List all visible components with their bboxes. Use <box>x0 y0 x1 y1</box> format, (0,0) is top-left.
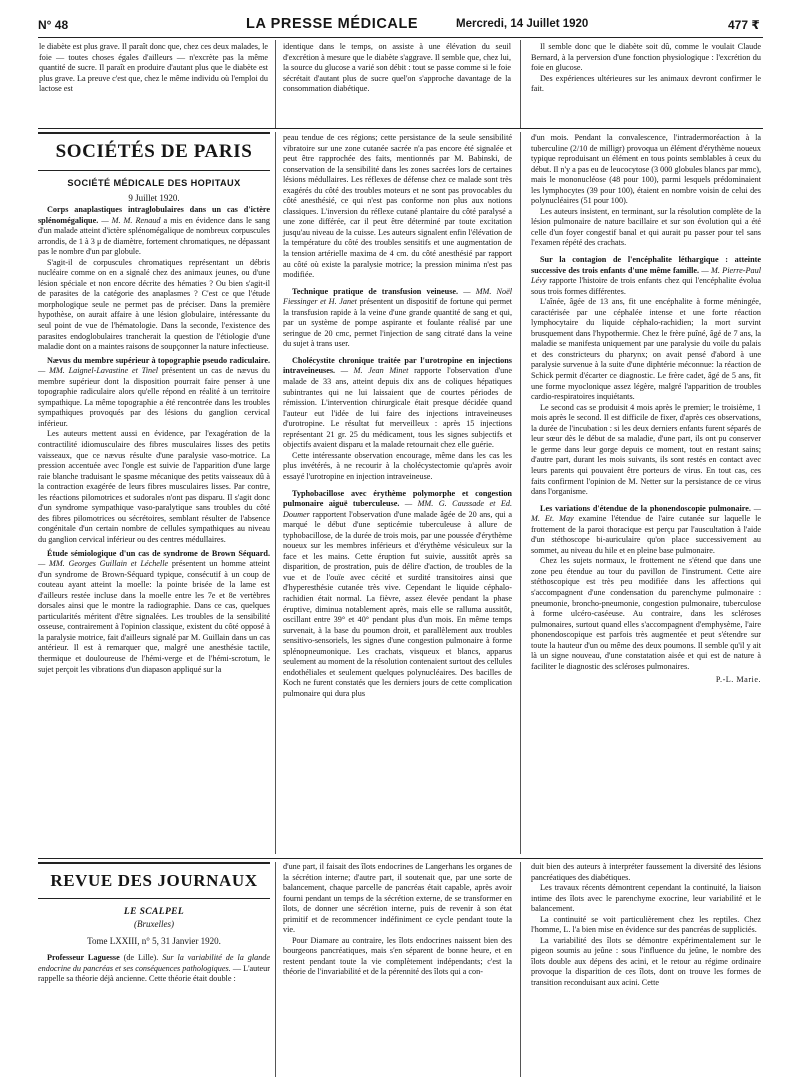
article-naevus <box>38 356 270 546</box>
paragraph: le diabète est plus grave. Il paraît donc que, chez ces deux malades, le foie — toutes choses égales d'ailleurs — n'excrète pas la même quantité de sucre. Il paraît en produire d'autant plus que le diabète est plus grave. La preuve c'est que, chez le même individu où l'emploi du lactose est <box>39 42 268 94</box>
paragraph: Des expériences ultérieures sur les animaux devront confirmer le fait. <box>531 73 761 94</box>
society-name: SOCIÉTÉ MÉDICALE DES HOPITAUX <box>67 178 241 188</box>
article-author-place: (de Lille). <box>123 953 159 962</box>
article-title: Sur la contagion de l'encéphalite léthargique : atteinte successive des trois enfants d'une même famille. <box>531 255 761 275</box>
session-date: 9 Juillet 1920. <box>128 193 180 203</box>
page-number: 477 ₹ <box>728 18 760 32</box>
article-authors: — MM. G. Caussade et Ed. Doumer <box>283 499 512 519</box>
paragraph: La variabilité des îlots se démontre expérimentalement sur le pigeon soumis au jeûne : sous l'influence du jeûne, le nombre des îlots double aux dépens des acini, et le retour au régime ordinaire provoque la disparition de ces îlots, dont on trouve les formes de transition reconduisant aux acini. Cette <box>531 935 761 988</box>
column-rule <box>275 862 276 1077</box>
paragraph: Chez les sujets normaux, le frottement ne s'étend que dans une zone peu étendue au tour du pavillon de l'instrument. Cette aire stéthoscopique est très peu modifiée dans les affections qui s'accompagnent d'une condensation du parenchyme pulmonaire : pneumonie, broncho-pneumonie, congestion pulmonaire, tuberculose à forme ulcéro-caséeuse. Au contraire, dans les scléroses pulmonaires, surtout quand elles s'accompagnent d'emphysème, l'aire phonendoscopique est parfois très augmentée et peut s'étendre sur toute la hauteur d'un ou même des deux poumons. Il semble qu'il y ait là un signe nouveau, d'une constatation aisée et qui est de nature à faciliter le diagnostic des scléroses pulmonaires. <box>531 556 761 671</box>
title-rule <box>38 132 270 134</box>
running-header <box>38 16 763 36</box>
article-authors: — M. Pierre-Paul Lévy <box>531 265 761 286</box>
article-author: Professeur Laguesse <box>47 953 120 962</box>
column-rule <box>520 862 521 1077</box>
paragraph: identique dans le temps, on assiste à une élévation du seuil d'excrétion à mesure que le diabète s'aggrave. Il semble que, chez lui, la source du glucose a varié son débit : tout se passe comme si le foie sécrétait d'autant plus de sucre quel'on s'approche davantage de la consommation diabétique. <box>283 42 511 94</box>
article-cholecystite <box>283 356 512 483</box>
paragraph: L'aînée, âgée de 13 ans, fit une encéphalite à forme méningée, caractérisée par une céphalée intense et une forte réaction lymphocytaire du liquide céphalo-rachidien; la mort survint brusquement dans l'hypothermie. Chez le frère puîné, âgé de 7 ans, la maladie se manifesta uniquement par une paralysie du voile du palais et des constricteurs du pharynx; on avait pensé d'abord à une paralysie survenue à la suite d'une diphtérie méconnue: la réaction de Schick permit d'écarter ce diagnostic. Le frère cadet, âgé de 5 ans, fit une forme myoclonique assez légère, malgré l'apparition de troubles cardio-respiratoires inquiétants. <box>531 297 761 402</box>
title-rule <box>38 898 270 900</box>
article-authors: — M. Jean Minet <box>340 366 409 376</box>
journal-name: LE SCALPEL <box>123 907 185 917</box>
article-brown-sequard <box>38 549 270 676</box>
paragraph: peau tendue de ces régions; cette persistance de la seule sensibilité vibratoire sur une zone cutanée sacrée n'a pas encore été signalée et peut être rapprochée des faits, mentionnés par M. Babinski, de conservation de la sensibilité dans les zones sacrées lors de certaines lésions médullaires. Les réflexes de défense chez ce malade sont très exagérés du côté des troubles moteurs et ne sont pas provocables du côté anesthésié, ce qui n'est pas conforme non plus aux notions classiques. L'inversion du réflexe cutané plantaire du côté paralysé a une zone différée, car il peut être déterminé par toute excitation jusqu'au niveau de la cuisse. Les auteurs signalent enfin l'élévation de la température du côté des troubles sensitifs et une augmentation de la tension artérielle maxima de 4 cm. du côté anesthésié par rapport au côté où existe la paralysie motrice; la pression minima n'est pas modifiée. <box>283 133 512 280</box>
paragraph: Les auteurs mettent aussi en évidence, par l'exagération de la contractilité idiomusculaire des fibres musculaires lisses des petits vaisseaux, que ce nævus résulte d'une paralysie vaso-motrice. La pression accentuée avec l'ongle est suivie de l'apparition d'une large raie blanche traduisant le spasme mécanique des petits vaisseaux dû à la contraction exagérée de leurs fibres musculaires lisses. Par contre, les réactions pilomotrices et sudorales n'ont pas disparu. Il s'agit donc d'un syndrome sympathique vaso-paralytique sans troubles du côté des fibres pilomotrices ou sécrétoires, semblant résulter de l'absence congénitale d'un certain nombre de cellules sympathiques au niveau du ganglion cervical inférieur ou des centres médullaires. <box>38 429 270 544</box>
article-authors: — M. Et. May <box>531 503 761 524</box>
article-body: rapportent l'observation d'une malade âgée de 20 ans, qui a marqué le début d'une septicémie tuberculeuse à allure de typhobacillose, de la durée de trois mois, par une poussée d'érythème noueux sur les membres inférieurs et d'érythème vésiculeux sur la face et les mains. Cette éruption fut suivie, aussitôt après sa disparition, de prostration, puis de délire d'action, de troubles de la vue et de l'ouïe avec cécité et surdité transitoires ainsi que d'hyperesthésie cutanée très vive. Cependant le liquide céphalo-rachidien était normal. La fièvre, assez élevée pendant la phase éruptive, diminua notablement après, mais elle se ralluma aussitôt, oscillant entre 39° et 40° pendant plus d'un mois. En même temps survenait, à la base du poumon droit, et parallèlement aux troubles sensitivo-sensoriels, les signes d'une congestion pulmonaire à forme splénopneumonique. Les crachats, visqueux et blancs, apparus seulement au moment de la résolution contenaient surtout des cellules endothéliales et seulement quelques polynucléaires. Des bacilles de Koch ne furent constatés que les derniers jours de cette complication pulmonaire qui dura plus <box>283 509 513 698</box>
title-rule <box>38 170 270 172</box>
issue-number: N° 48 <box>38 18 69 32</box>
article-title: Sur la variabilité de la glande endocrine du pancréas et ses conséquences pathologiques. <box>38 953 271 973</box>
article-anaplasmes <box>38 205 270 353</box>
article-transfusion <box>283 287 512 350</box>
column-rule <box>520 40 521 128</box>
paragraph: S'agit-il de corpuscules chromatiques représentant un débris nucléaire comme on en a signalé chez des animaux jeunes, ou d'une lésion spéciale et non encore décrite des hématies ? Ou bien s'agit-il de parasites de la catégorie des anaplasmes ? C'est ce que l'étude morphologique seule ne permet pas de préciser. Dans la première hypothèse, on aurait affaire à une lésion globulaire, intéressante du seul point de vue de l'hématologie. Dans la seconde, l'existence des parasites endoglobulaires trancherait la question de l'étiologie d'une maladie dont on a maintes raisons de soupçonner la nature infectieuse. <box>38 257 270 352</box>
article-laguesse <box>38 953 270 985</box>
paragraph: Les travaux récents démontrent cependant la continuité, la liaison intime des îlots avec le parenchyme exocrine, leur variabilité et le balancement. <box>531 883 761 914</box>
article-body: présentent un dispositif de fortune qui permet la transfusion rapide à la veine d'une grande quantité de sang et qui, par un système de pompe aspirante et foulante réalisé par une seringue de 20 cmc, permet l'injection de sang citraté dans la veine du sujet à trans user. <box>283 297 512 349</box>
paragraph: d'une part, il faisait des îlots endocrines de Langerhans les organes de la sécrétion interne; d'autre part, il soutenait que, par une sorte de balancement, chaque parcelle de pancréas était capable, après avoir fourni pendant un temps de la sécrétion externe, de se transformer en îlots, de donner une sécrétion interne, puis de revenir à son état primitif et de recommencer indéfiniment ce cycle pendant toute la vie. <box>283 862 512 935</box>
paragraph: Il semble donc que le diabète soit dû, comme le voulait Claude Bernard, à la perversion d'une fonction physiologique : l'excrétion du foie en glucose. <box>531 42 761 73</box>
column-rule <box>275 40 276 128</box>
paragraph: Cette intéressante observation encourage, même dans les cas les plus invétérés, à ne recourir à la cholécystectomie qu'après avoir essayé l'urotropine en injection intraveineuse. <box>283 450 512 481</box>
article-title: Étude sémiologique d'un cas de syndrome de Brown Séquard. <box>47 548 270 558</box>
article-title: Typhobacillose avec érythème polymorphe et congestion pulmonaire aiguë tuberculeuse. <box>283 488 512 509</box>
article-authors: — MM. Laignel-Lavastine et Tinel <box>38 366 159 376</box>
section-title: REVUE DES JOURNAUX <box>50 870 258 890</box>
section-rule <box>38 128 763 129</box>
revue-column-2 <box>283 862 512 978</box>
paragraph: Pour Diamare au contraire, les îlots endocrines naissent bien des bourgeons pancréatiques, mais s'en séparent de bonne heure, et en restent pendant toute la vie complètement indépendants; c'est la théorie de l'invariabilité et de la pérennité des îlots qui a con- <box>283 935 512 977</box>
paragraph: Le second cas se produisit 4 mois après le premier; le troisième, 1 mois après le second. Il est difficile de fixer, d'après ces observations, la durée de l'incubation : si les deux derniers enfants furent séparés de leur sœur dès le début de sa maladie, d'une part, ils ont pu conserver le germe dans leur gorge depuis ce moment, tout en restant sains; d'autre part, durant les mois suivants, ils sont restés en contact avec leurs parents qui pouvaient être porteurs de virus. En tout cas, ces faits confirment l'opinion de M. Netter sur la persistance de ce virus dans l'organisme. <box>531 402 761 497</box>
paragraph: duit bien des auteurs à interpréter faussement la diversité des lésions pancréatiques des diabétiques. <box>531 862 761 882</box>
column-rule <box>275 132 276 854</box>
top-col-3 <box>531 42 761 95</box>
article-body: rapporte l'observation d'une malade de 33 ans, atteint depuis dix ans de coliques hépatiques subintrantes qui ne lui laissaient que de courtes périodes de rémission. L'intervention chirurgicale était presque décidée quand l'auteur eut l'idée de lui faire des injections intraveineuses d'urotropine. Le résultat fut merveilleux : après 15 injections représentant 21 gr. 25 du médicament, tous les signes subjectifs et objectifs avaient disparu et la malade retournait chez elle guérie. <box>283 366 513 450</box>
article-body: examine l'étendue de l'aire cutanée sur laquelle le frottement de la paroi thoracique est perçu par l'auscultation à l'aide d'un stéthoscope bi-auriculaire qu'on place successivement au sommet, au niveau du hile et en pleine base pulmonaire. <box>531 514 762 555</box>
paragraph: d'un mois. Pendant la convalescence, l'intradermoréaction à la tuberculine (2/10 de milligr) provoqua un élément d'érythème noueux typique reproduisant un élément en tous points semblables à ceux du début. Il n'y a pas eu de leucocytose (3 000 globules blancs par mmc), mais le mononucléose (48 pour 100), parmi lesquels prédominaient les lymphocytes (39 pour 100), étaient en nombre voisin de celui des polynucléaires (51 pour 100). <box>531 133 761 206</box>
header-rule <box>38 37 763 38</box>
section-rule <box>38 858 763 859</box>
article-body: rapporte l'histoire de trois enfants chez qui l'encéphalite évolua sous trois formes différentes. <box>531 276 761 296</box>
article-body: — L'auteur rappelle sa théorie déjà ancienne. Cette théorie était double : <box>38 963 271 984</box>
article-title: Technique pratique de transfusion veineuse. <box>292 286 459 296</box>
paragraph: Les auteurs insistent, en terminant, sur la résolution complète de la lésion pulmonaire de nature bacillaire et sur son évolution qui a été celle d'un foyer congestif banal et qui aurait pu passer pour tel sans l'examen répété des crachats. <box>531 206 761 248</box>
societes-column-3 <box>531 133 761 686</box>
article-encephalite <box>531 255 761 498</box>
issue-date: Mercredi, 14 Juillet 1920 <box>456 18 589 30</box>
article-authors: — MM. Georges Guillain et Léchelle <box>38 559 169 569</box>
article-title: Les variations d'étendue de la phonendoscopie pulmonaire. <box>540 503 751 513</box>
revue-column-3 <box>531 862 761 989</box>
article-title: Nævus du membre supérieur à topographie pseudo radiculaire. <box>47 355 270 365</box>
article-body: a mis en évidence dans le sang d'un malade atteint d'ictère splénomégalique de nombreux corpuscules arrondis, de 1 à 3 μ de diamètre, fortement chromatiques, ne dépassant pas le nombre d'un par globule. <box>38 215 270 257</box>
article-body: présentent un homme atteint d'un syndrome de Brown-Séquard typique, consécutif à un coup de couteau ayant atteint la moelle: la pointe brisée de la lame est d'ailleurs restée incluse dans la moelle entre les 7e et 8e vertèbres dorsales ainsi que le montre la radiographie. Dans ce cas, quelques particularités méritent d'être signalées. Les troubles de la sensibilité osseuse, contrairement à l'opinion classique, existent du côté opposé à la paralysie motrice, fait d'ailleurs signalé par M. Guillain dans un cas antérieur. Il est à remarquer que, malgré une anesthésie tactile, thermique et douloureuse de l'hémi-verge et de l'hémi-scrotum, le sujet perçoit les vibrations d'un diapason appliqué sur la <box>38 559 271 674</box>
article-body: présentent un cas de nævus du membre supérieur dont la disposition pourrait faire penser à une topographie radiculaire alors qu'elle répond en réalité à un territoire sympathique. La même topographie a été rencontrée dans les troubles sympathiques provoqués par des lésions du ganglion cervical inférieur. <box>38 366 270 428</box>
top-col-1 <box>39 42 268 95</box>
title-rule <box>38 862 270 864</box>
article-authors: — MM. Noël Fiessinger et H. Janet <box>283 286 512 307</box>
signature: P.-L. Marie. <box>715 675 761 685</box>
section-title: SOCIÉTÉS DE PARIS <box>55 140 253 162</box>
journal-title: LA PRESSE MÉDICALE <box>246 16 419 32</box>
societes-column <box>38 132 270 675</box>
top-col-2 <box>283 42 511 95</box>
column-rule <box>520 132 521 854</box>
revue-column <box>38 862 270 985</box>
journal-issue: Tome LXXIII, n° 5, 31 Janvier 1920. <box>87 936 221 946</box>
paragraph: La continuité se voit particulièrement chez les reptiles. Chez l'homme, L. l'a bien mise en évidence sur des pancréas de suppliciés. <box>531 914 761 935</box>
article-typhobacillose <box>283 489 512 700</box>
article-title: Cholécystite chronique traitée par l'urotropine en injections intraveineuses. <box>283 355 512 376</box>
societes-column-2 <box>283 133 512 699</box>
article-title: Corps anaplastiques intraglobulaires dans un cas d'ictère splénomégalique. <box>38 205 270 225</box>
article-phonendoscopie <box>531 504 761 673</box>
journal-place: (Bruxelles) <box>134 919 174 929</box>
article-authors: — M. M. Renaud <box>101 215 161 225</box>
